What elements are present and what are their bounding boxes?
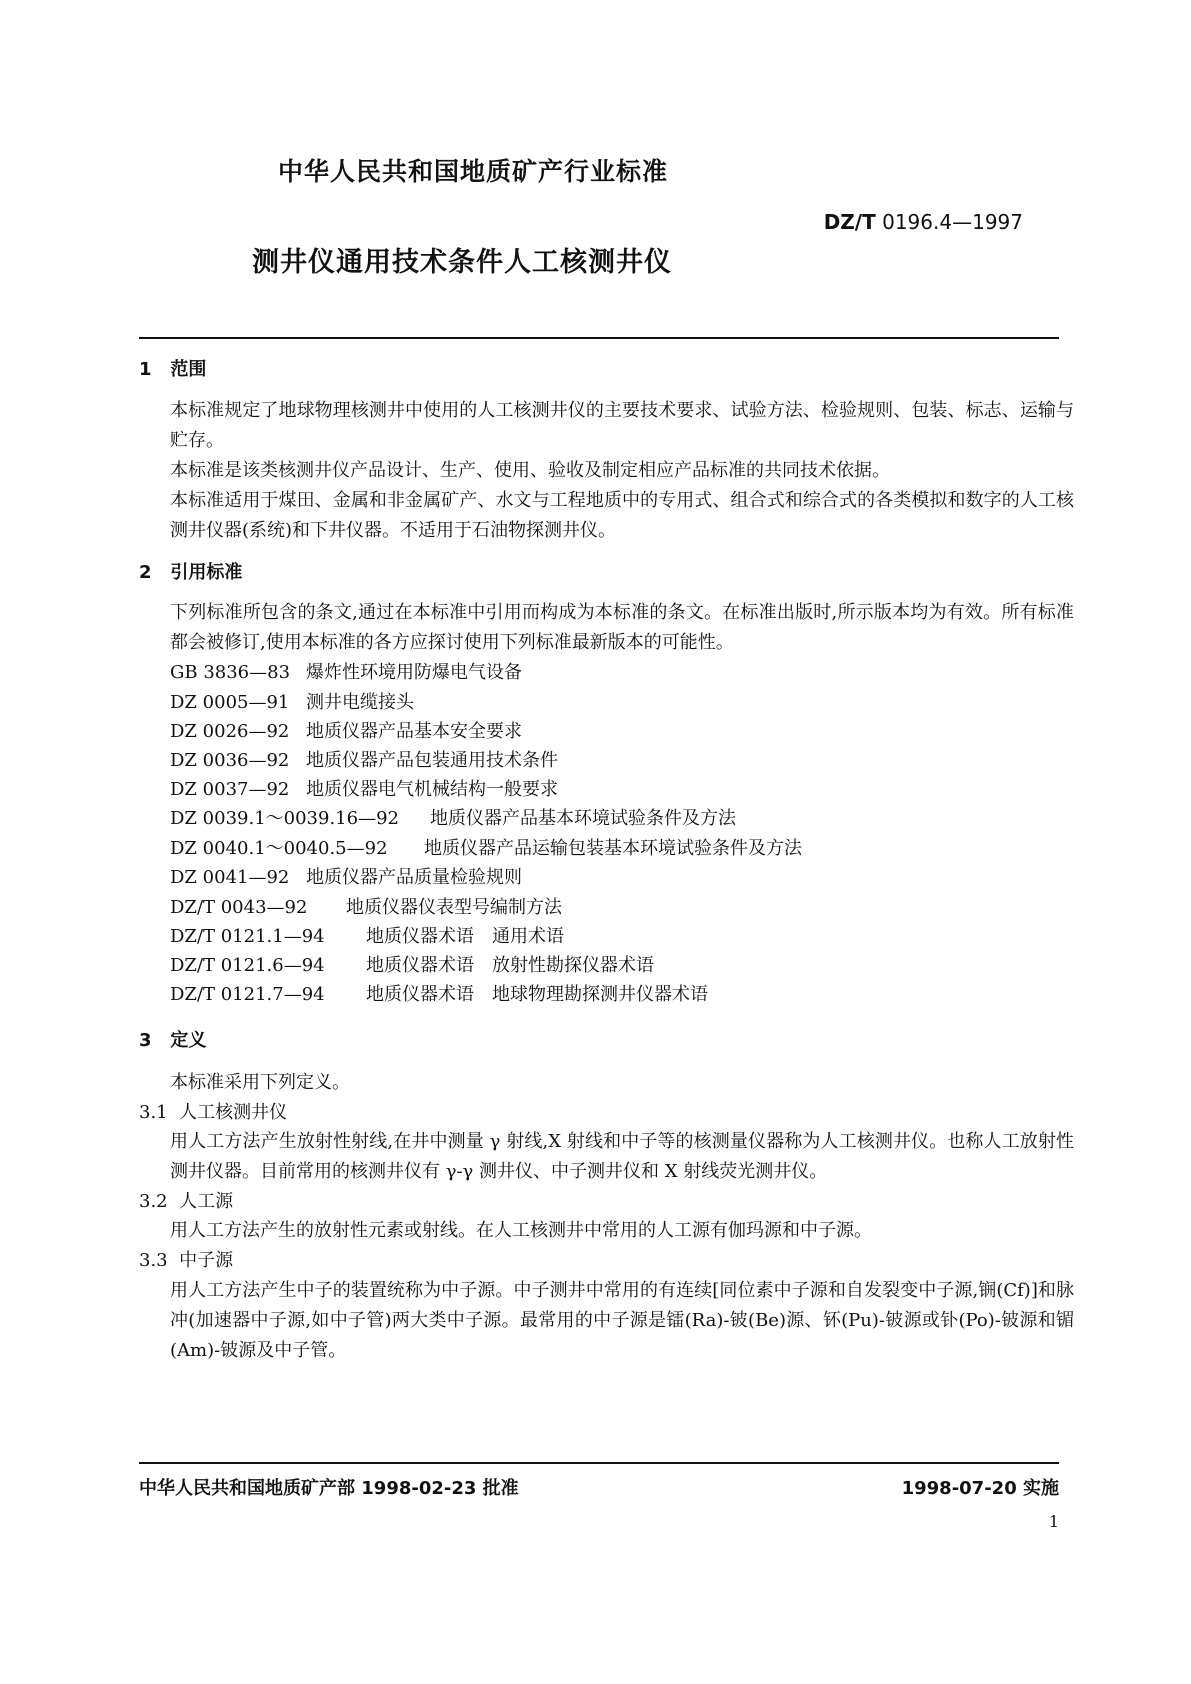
footer-divider xyxy=(139,1462,1059,1464)
section-number: 2 xyxy=(139,562,152,583)
reference-title: 地质仪器产品质量检验规则 xyxy=(306,867,522,888)
reference-item xyxy=(170,775,558,805)
reference-code: DZ 0026—92 xyxy=(170,721,290,742)
reference-code: DZ/T 0121.7—94 xyxy=(170,984,325,1005)
definition-text: 用人工方法产生的放射性元素或射线。在人工核测井中常用的人工源有伽玛源和中子源。 xyxy=(170,1220,872,1241)
section-number: 3 xyxy=(139,1030,152,1051)
document-title: 测井仪通用技术条件人工核测井仪 xyxy=(252,247,672,278)
reference-title: 地质仪器术语 地球物理勘探测井仪器术语 xyxy=(366,984,708,1005)
page-number: 1 xyxy=(1048,1512,1059,1531)
reference-code: DZ 0040.1～0040.5—92 xyxy=(170,838,388,859)
definition-number: 3.3 xyxy=(139,1250,168,1271)
reference-title: 地质仪器仪表型号编制方法 xyxy=(346,897,562,918)
reference-title: 测井电缆接头 xyxy=(306,692,414,713)
reference-title: 地质仪器产品包装通用技术条件 xyxy=(306,750,558,771)
reference-item xyxy=(170,980,708,1010)
section-1-paragraph: 本标准适用于煤田、金属和非金属矿产、水文与工程地质中的专用式、组合式和综合式的各类模拟和数字的人工核测井仪器(系统)和下井仪器。不适用于石油物探测井仪。 xyxy=(170,490,1074,541)
reference-item xyxy=(170,834,802,864)
reference-item xyxy=(170,863,522,893)
reference-item xyxy=(170,951,654,981)
reference-code: DZ 0036—92 xyxy=(170,750,290,771)
section-title: 定义 xyxy=(170,1030,207,1051)
issuing-agency: 中华人民共和国地质矿产行业标准 xyxy=(278,157,669,186)
reference-title: 地质仪器术语 放射性勘探仪器术语 xyxy=(366,955,654,976)
definition-term: 人工源 xyxy=(179,1191,234,1212)
definition-heading xyxy=(139,1187,233,1217)
reference-item xyxy=(170,893,562,923)
implementation-date: 1998-07-20 实施 xyxy=(901,1478,1059,1499)
reference-title: 爆炸性环境用防爆电气设备 xyxy=(306,662,522,683)
section-2-intro: 下列标准所包含的条文,通过在本标准中引用而构成为本标准的条文。在标准出版时,所示版本均为有效。所有标准都会被修订,使用本标准的各方应探讨使用下列标准最新版本的可能性。 xyxy=(170,602,1074,653)
definition-text: 用人工方法产生放射性射线,在井中测量 γ 射线,X 射线和中子等的核测量仪器称为人工核测井仪。也称人工放射性测井仪器。目前常用的核测井仪有 γ-γ 测井仪、中子测井仪和 X 射线荧光测井仪。 xyxy=(170,1131,1074,1182)
reference-item xyxy=(170,658,522,688)
reference-code: DZ 0037—92 xyxy=(170,779,290,800)
definition-heading xyxy=(139,1098,287,1128)
section-title: 引用标准 xyxy=(170,562,243,583)
section-1-heading xyxy=(139,355,206,381)
standard-code-number: 0196.4—1997 xyxy=(882,210,1023,234)
standard-code xyxy=(824,210,1023,234)
reference-title: 地质仪器产品运输包装基本环境试验条件及方法 xyxy=(424,838,802,859)
definition-number: 3.1 xyxy=(139,1102,168,1123)
reference-code: DZ/T 0121.1—94 xyxy=(170,926,325,947)
section-title: 范围 xyxy=(170,359,207,380)
reference-item xyxy=(170,688,414,718)
approval-line: 中华人民共和国地质矿产部 1998-02-23 批准 xyxy=(139,1478,519,1499)
reference-title: 地质仪器产品基本环境试验条件及方法 xyxy=(430,808,736,829)
reference-code: DZ 0041—92 xyxy=(170,867,290,888)
reference-title: 地质仪器产品基本安全要求 xyxy=(306,721,522,742)
standard-code-prefix: DZ/T xyxy=(823,210,876,234)
section-number: 1 xyxy=(139,359,152,380)
reference-code: DZ 0005—91 xyxy=(170,692,290,713)
definition-number: 3.2 xyxy=(139,1191,168,1212)
definition-text: 用人工方法产生中子的装置统称为中子源。中子测井中常用的有连续[同位素中子源和自发裂变中子源,锎(Cf)]和脉冲(加速器中子源,如中子管)两大类中子源。最常用的中子源是镭(Ra)-铍(Be)源、钚(Pu)-铍源或钋(Po)-铍源和镅(Am)-铍源及中子管。 xyxy=(170,1280,1074,1361)
section-2-heading xyxy=(139,558,242,584)
reference-title: 地质仪器电气机械结构一般要求 xyxy=(306,779,558,800)
section-1-paragraph: 本标准是该类核测井仪产品设计、生产、使用、验收及制定相应产品标准的共同技术依据。 xyxy=(170,460,890,481)
reference-item xyxy=(170,804,736,834)
definition-term: 人工核测井仪 xyxy=(179,1102,288,1123)
reference-code: DZ 0039.1～0039.16—92 xyxy=(170,808,399,829)
reference-code: DZ/T 0043—92 xyxy=(170,897,308,918)
reference-item xyxy=(170,746,558,776)
definition-heading xyxy=(139,1246,233,1276)
reference-item xyxy=(170,922,564,952)
section-1-paragraph: 本标准规定了地球物理核测井中使用的人工核测井仪的主要技术要求、试验方法、检验规则、包装、标志、运输与贮存。 xyxy=(170,400,1074,451)
header-divider xyxy=(139,337,1059,339)
section-3-heading xyxy=(139,1026,206,1052)
reference-title: 地质仪器术语 通用术语 xyxy=(366,926,564,947)
definition-term: 中子源 xyxy=(179,1250,234,1271)
section-3-intro: 本标准采用下列定义。 xyxy=(170,1072,350,1093)
reference-code: DZ/T 0121.6—94 xyxy=(170,955,325,976)
reference-code: GB 3836—83 xyxy=(170,662,291,683)
reference-item xyxy=(170,717,522,747)
